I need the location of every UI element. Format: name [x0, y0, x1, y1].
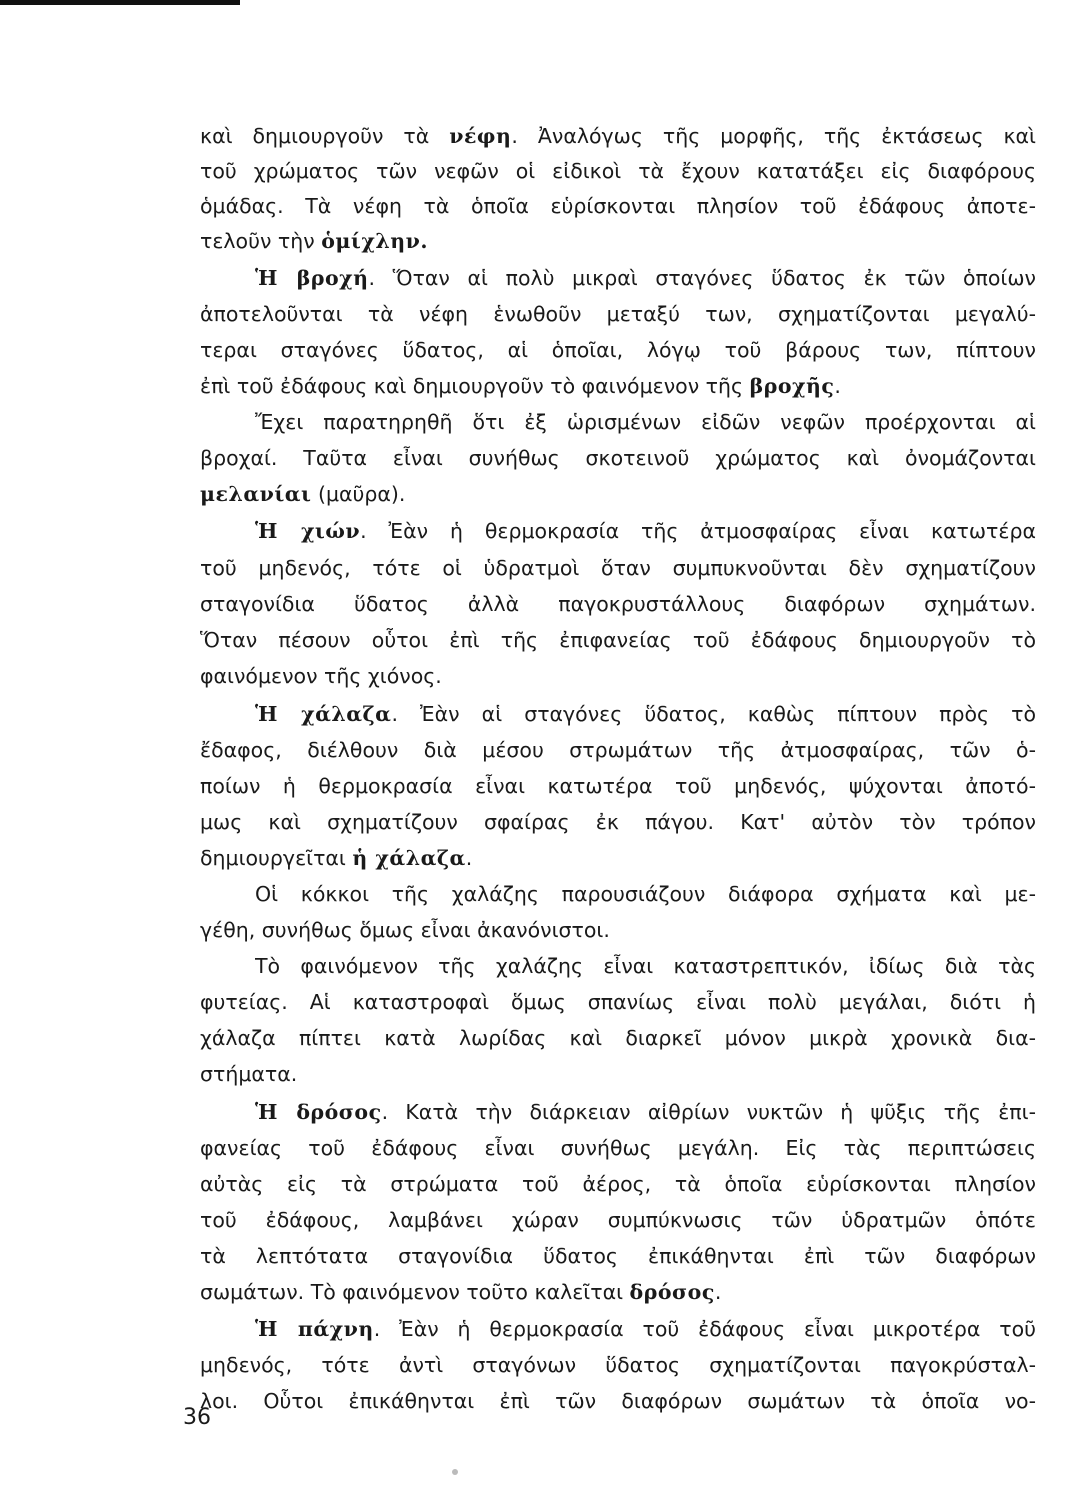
text-line: ἀποτελοῦνται τὰ νέφη ἑνωθοῦν μεταξύ των, σχηματίζονται μεγαλύ-	[200, 302, 1036, 326]
section-heading-dew: Ἡ δρόσος	[255, 1100, 382, 1124]
text-line: Τὸ φαινόμενον τῆς χαλάζης εἶναι καταστρεπτικόν, ἰδίως διὰ τὰς	[255, 954, 1036, 978]
text-line: μηδενός, τότε ἀντὶ σταγόνων ὕδατος σχηματίζονται παγοκρύσταλ-	[200, 1353, 1036, 1377]
text-line: ἔδαφος, διέλθουν διὰ μέσου στρωμάτων τῆς ἀτμοσφαίρας, τῶν ὁ-	[200, 738, 1036, 762]
text-line: φαινόμενον τῆς χιόνος.	[200, 664, 442, 688]
text-line: μελανίαι (μαῦρα).	[200, 482, 406, 506]
text-line: φανείας τοῦ ἐδάφους εἶναι συνήθως μεγάλη. Εἰς τὰς περιπτώσεις	[200, 1136, 1036, 1160]
section-heading-line: Ἡ δρόσος. Κατὰ τὴν διάρκειαν αἰθρίων νυκτῶν ἡ ψῦξις τῆς ἐπι-	[255, 1100, 1036, 1124]
bold-term: ὁμίχλην.	[321, 229, 428, 253]
page-number: 36	[183, 1405, 211, 1430]
section-heading-line: Ἡ χάλαζα. Ἐὰν αἱ σταγόνες ὕδατος, καθὼς πίπτουν πρὸς τὸ	[255, 702, 1036, 726]
bold-term: ἡ χάλαζα	[352, 846, 466, 870]
text-line: βροχαί. Ταῦτα εἶναι συνήθως σκοτεινοῦ χρώματος καὶ ὀνομάζονται	[200, 446, 1036, 470]
text-line: ποίων ἡ θερμοκρασία εἶναι κατωτέρα τοῦ μηδενός, ψύχονται ἀποτό-	[200, 774, 1036, 798]
text-line: τοῦ χρώματος τῶν νεφῶν οἱ εἰδικοὶ τὰ ἔχουν κατατάξει εἰς διαφόρους	[200, 159, 1036, 183]
text-line: στήματα.	[200, 1062, 298, 1086]
text-line: τὰ λεπτότατα σταγονίδια ὕδατος ἐπικάθηνται ἐπὶ τῶν διαφόρων	[200, 1244, 1036, 1268]
text-line: Ὅταν πέσουν οὗτοι ἐπὶ τῆς ἐπιφανείας τοῦ ἐδάφους δημιουργοῦν τὸ	[200, 628, 1036, 652]
text-line: τελοῦν τὴν ὁμίχλην.	[200, 229, 428, 253]
text-line: καὶ δημιουργοῦν τὰ νέφη. Ἀναλόγως τῆς μορφῆς, τῆς ἐκτάσεως καὶ	[200, 124, 1036, 148]
text-line: Ἔχει παρατηρηθῆ ὅτι ἐξ ὡρισμένων εἰδῶν νεφῶν προέρχονται αἱ	[255, 410, 1036, 434]
text-line: λοι. Οὗτοι ἐπικάθηνται ἐπὶ τῶν διαφόρων σωμάτων τὰ ὁποῖα νο-	[200, 1389, 1036, 1413]
text-line: ὁμάδας. Τὰ νέφη τὰ ὁποῖα εὑρίσκονται πλησίον τοῦ ἐδάφους ἀποτε-	[200, 194, 1036, 218]
text-line: σταγονίδια ὕδατος ἀλλὰ παγοκρυστάλλους διαφόρων σχημάτων.	[200, 592, 1036, 616]
scan-edge-mark	[0, 0, 240, 5]
section-heading-frost: Ἡ πάχνη	[255, 1317, 374, 1341]
scan-speck	[452, 1469, 458, 1475]
section-heading-line: Ἡ πάχνη. Ἐὰν ἡ θερμοκρασία τοῦ ἐδάφους εἶναι μικροτέρα τοῦ	[255, 1317, 1036, 1341]
text-line: γέθη, συνήθως ὅμως εἶναι ἀκανόνιστοι.	[200, 918, 610, 942]
text-line: σωμάτων. Τὸ φαινόμενον τοῦτο καλεῖται δρόσος.	[200, 1280, 722, 1304]
text-line: χάλαζα πίπτει κατὰ λωρίδας καὶ διαρκεῖ μόνον μικρὰ χρονικὰ δια-	[200, 1026, 1036, 1050]
text-line: δημιουργεῖται ἡ χάλαζα.	[200, 846, 473, 870]
text-line: μως καὶ σχηματίζουν σφαίρας ἐκ πάγου. Κατ' αὐτὸν τὸν τρόπον	[200, 810, 1036, 834]
text-line: ἐπὶ τοῦ ἐδάφους καὶ δημιουργοῦν τὸ φαινόμενον τῆς βροχῆς.	[200, 374, 841, 398]
bold-term: νέφη	[449, 124, 512, 148]
section-heading-line: Ἡ χιών. Ἐὰν ἡ θερμοκρασία τῆς ἀτμοσφαίρας εἶναι κατωτέρα	[255, 519, 1036, 543]
bold-term: μελανίαι	[200, 482, 312, 506]
text-line: φυτείας. Αἱ καταστροφαὶ ὅμως σπανίως εἶναι πολὺ μεγάλαι, διότι ἡ	[200, 990, 1036, 1014]
section-heading-rain: Ἡ βροχή	[255, 266, 369, 290]
text-line: Οἱ κόκκοι τῆς χαλάζης παρουσιάζουν διάφορα σχήματα καὶ με-	[255, 882, 1036, 906]
section-heading-line: Ἡ βροχή. Ὅταν αἱ πολὺ μικραὶ σταγόνες ὕδατος ἐκ τῶν ὁποίων	[255, 266, 1036, 290]
text-line: τοῦ μηδενός, τότε οἱ ὑδρατμοὶ ὅταν συμπυκνοῦνται δὲν σχηματίζουν	[200, 556, 1036, 580]
bold-term: δρόσος	[629, 1280, 715, 1304]
section-heading-snow: Ἡ χιών	[255, 519, 361, 543]
text-line: τεραι σταγόνες ὕδατος, αἱ ὁποῖαι, λόγῳ τοῦ βάρους των, πίπτουν	[200, 338, 1036, 362]
bold-term: βροχῆς	[749, 374, 835, 398]
text-line: αὐτὰς εἰς τὰ στρώματα τοῦ ἀέρος, τὰ ὁποῖα εὑρίσκονται πλησίον	[200, 1172, 1036, 1196]
section-heading-hail: Ἡ χάλαζα	[255, 702, 392, 726]
text-line: τοῦ ἐδάφους, λαμβάνει χώραν συμπύκνωσις τῶν ὑδρατμῶν ὁπότε	[200, 1208, 1036, 1232]
